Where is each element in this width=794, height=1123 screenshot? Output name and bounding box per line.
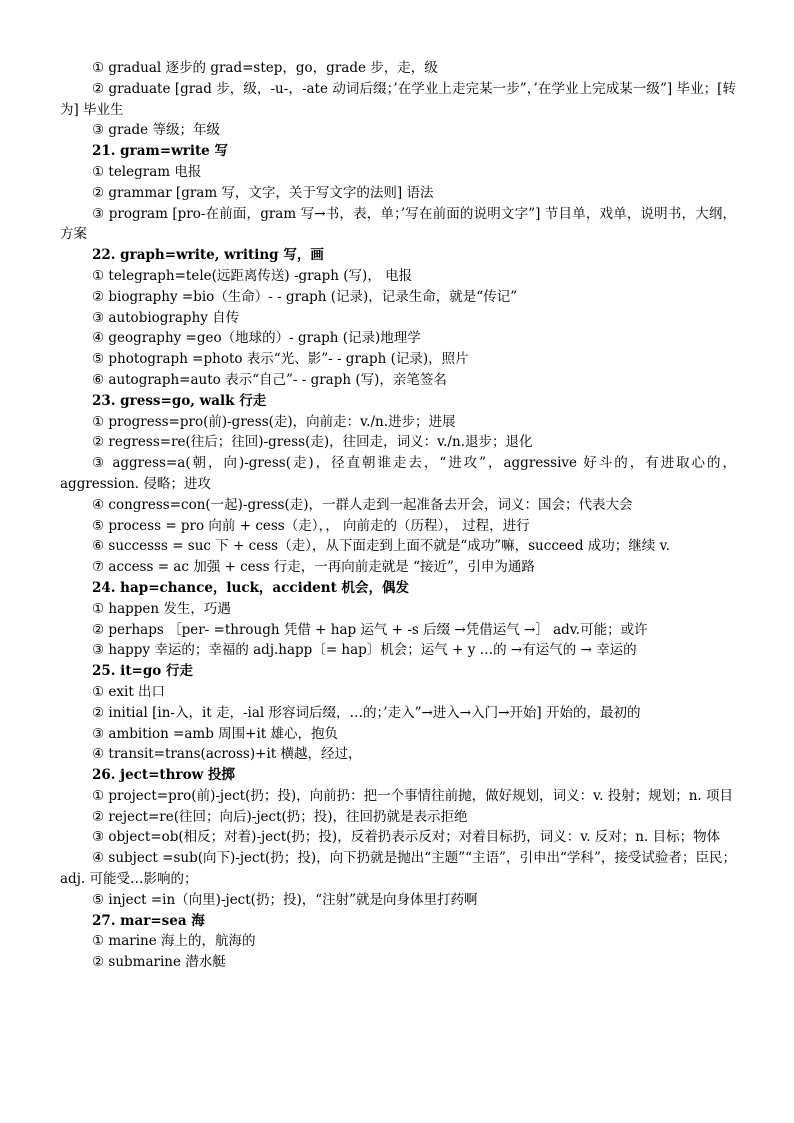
entry-line: ① project=pro(前)-ject(扔；投)，向前扔：把一个事情往前抛，做好规划，词义：v. 投射；规划；n. 项目 [92,787,733,804]
entry-line: ② biography =bio（生命）- - graph (记录)，记录生命，就是“传记” [92,288,518,305]
section-heading: 26. ject=throw 投掷 [92,767,235,784]
entry-line: ④ congress=con(一起)-gress(走)，一群人走到一起准备去开会，词义：国会；代表大会 [92,496,633,513]
entry-line: ① telegraph=tele(远距离传送) -graph (写)， 电报 [92,267,413,284]
entry-line: ⑤ photograph =photo 表示“光、影”- - graph (记录)，照片 [92,351,469,368]
section-heading: 23. gress=go, walk 行走 [92,392,267,409]
entry-line: ② initial [in-入，it 走，-ial 形容词后缀，…的；’走入”→进入→入门→开始] 开始的，最初的 [92,704,641,721]
entry-line: ③ program [pro-在前面，gram 写→书，表，单；’写在前面的说明文字”] 节目单，戏单，说明书，大纲，方案 [60,205,736,243]
entry-line: ① telegram 电报 [92,163,202,180]
entry-line: ② submarine 潜水艇 [92,954,226,971]
entry-line: ④ subject =sub(向下)-ject(扔；投)，向下扔就是抛出“主题”“主语”，引申出“学科”，接受试验者；臣民；adj. 可能受…影响的； [60,850,736,888]
entry-line: ③ happy 幸运的；幸福的 adj.happ〔= hap〕机会；运气 + y …的 →有运气的 → 幸运的 [92,642,637,659]
entry-line: ③ object=ob(相反；对着)-ject(扔；投)，反着扔表示反对；对着目标扔，词义：v. 反对；n. 目标；物体 [92,829,721,846]
entry-line: ⑤ process = pro 向前 + cess（走），， 向前走的（历程）， 过程，进行 [92,517,530,534]
entry-line: ④ transit=trans(across)+it 横越，经过， [92,746,362,763]
section-heading: 25. it=go 行走 [92,663,194,680]
entry-line: ② grammar [gram 写，文字，关于写文字的法则] 语法 [92,184,434,201]
entry-line: ⑤ inject =in（向里)-ject(扔；投)，“注射”就是向身体里打药啊 [92,891,478,908]
entry-line: ① gradual 逐步的 grad=step，go，grade 步，走，级 [92,60,438,76]
entry-line: ⑥ successs = suc 下 + cess（走），从下面走到上面不就是“成功”嘛，succeed 成功；继续 v. [92,538,670,555]
entry-line: ⑦ access = ac 加强 + cess 行走，一再向前走就是 “接近”，引申为通路 [92,559,535,576]
entry-line: ② perhaps ［per- =through 凭借 + hap 运气 + -s 后缀 →凭借运气 →］ adv.可能；或许 [92,621,648,638]
entry-line: ③ aggress=a(朝，向)-gress(走)，径直朝谁走去，“进攻”，aggressive 好斗的，有进取心的，aggression. 侵略；进攻 [60,455,736,492]
entry-line: ④ geography =geo（地球的）- graph (记录)地理学 [92,330,421,347]
entry-line: ⑥ autograph=auto 表示“自己”- - graph (写)，亲笔签名 [92,371,447,388]
entry-line: ② reject=re(往回；向后)-ject(扔；投)，往回扔就是表示拒绝 [92,808,468,825]
section-heading: 27. mar=sea 海 [92,912,205,929]
document-body [60,58,736,973]
entry-line: ① exit 出口 [92,683,166,700]
section-heading: 22. graph=write, writing 写，画 [92,247,324,264]
entry-line: ① marine 海上的，航海的 [92,933,256,950]
entry-line: ① progress=pro(前)-gress(走)，向前走：v./n.进步；进展 [92,413,456,430]
entry-line: ③ ambition =amb 周围+it 雄心，抱负 [92,725,338,742]
entry-line: ③ grade 等级；年级 [92,122,220,139]
entry-line: ③ autobiography 自传 [92,309,240,326]
entry-line: ② graduate [grad 步，级，-u-，-ate 动词后缀；’在学业上走完某一步”，’在学业上完成某一级”] 毕业；[转为] 毕业生 [60,80,736,118]
section-heading: 21. gram=write 写 [92,143,228,160]
entry-line: ① happen 发生，巧遇 [92,600,231,617]
entry-line: ② regress=re(往后；往回)-gress(走)，往回走，词义：v./n.退步；退化 [92,434,533,451]
section-heading: 24. hap=chance，luck，accident 机会，偶发 [92,579,410,596]
